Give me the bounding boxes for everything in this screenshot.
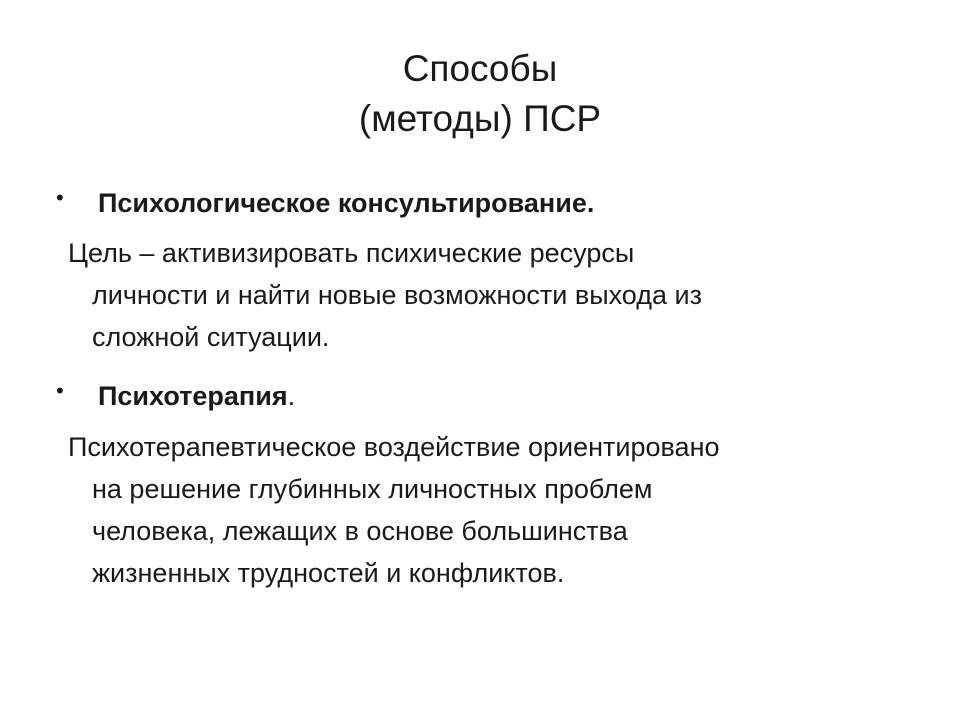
item-description-psychotherapy — [68, 426, 928, 594]
bullet-icon: • — [56, 378, 64, 403]
description-line: личности и найти новые возможности выхода из — [92, 280, 702, 310]
description-line: человека, лежащих в основе большинства — [92, 516, 628, 546]
item-heading-text: Психологическое консультирование. — [98, 188, 595, 218]
description-line: Психотерапевтическое воздействие ориентировано — [68, 432, 720, 462]
item-heading-suffix: . — [287, 381, 296, 411]
description-line: жизненных трудностей и конфликтов. — [92, 558, 565, 588]
item-heading-consulting — [98, 187, 594, 219]
bullet-icon: • — [56, 185, 64, 210]
item-heading-text: Психотерапия — [98, 381, 288, 411]
item-description-consulting — [68, 232, 928, 358]
slide-title-line-2: (методы) ПСР — [358, 98, 602, 139]
slide-title-line-1: Способы — [402, 48, 558, 89]
item-heading-psychotherapy — [98, 380, 295, 412]
description-line: Цель – активизировать психические ресурсы — [68, 238, 635, 268]
description-line: сложной ситуации. — [92, 322, 330, 352]
description-line: на решение глубинных личностных проблем — [92, 474, 653, 504]
